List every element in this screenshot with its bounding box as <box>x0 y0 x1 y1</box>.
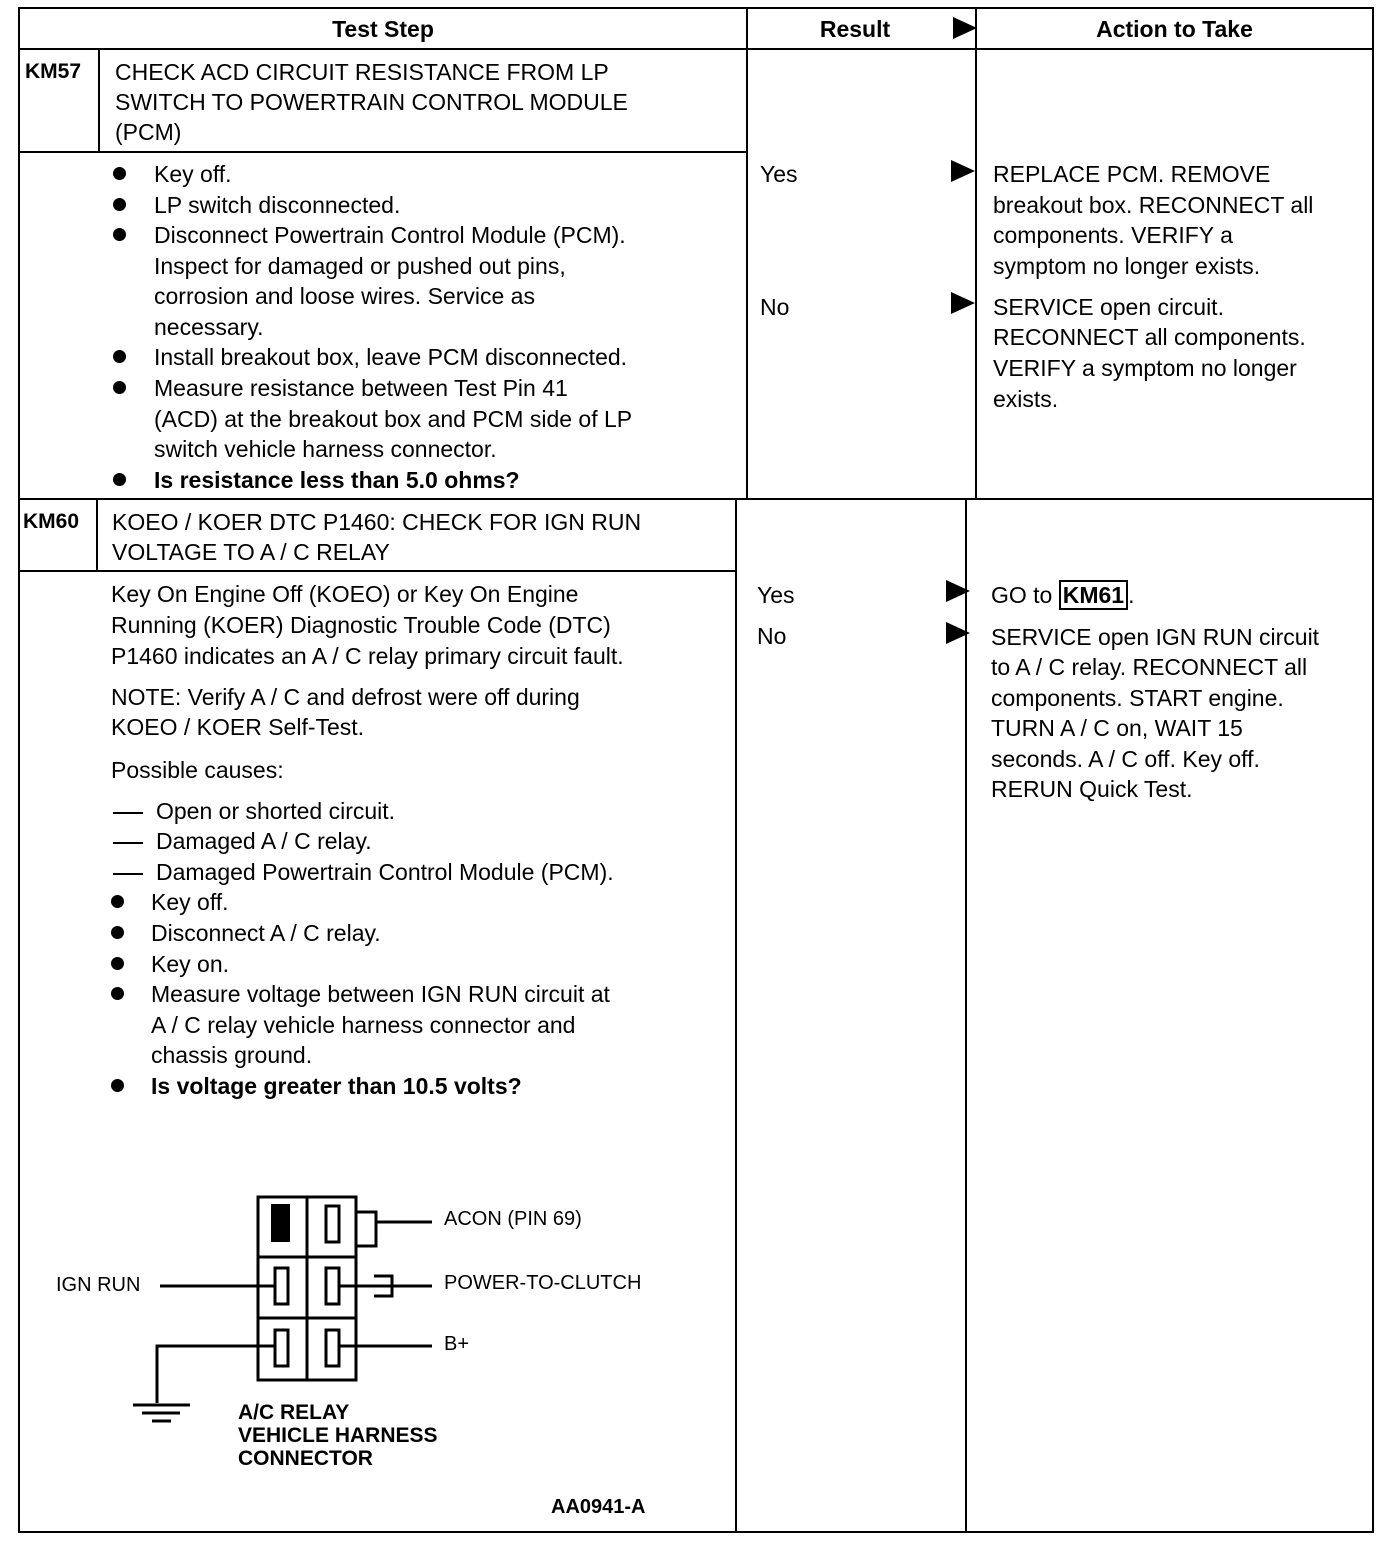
result-arrow-icon <box>946 622 970 644</box>
bullet-icon <box>111 987 124 1000</box>
km57-result-no: No <box>760 294 790 320</box>
km57-action-no-line: RECONNECT all components. <box>993 324 1306 350</box>
pin-slot <box>326 1330 339 1366</box>
km60-body-line: Key on. <box>151 951 229 977</box>
diagram-caption-line: VEHICLE HARNESS <box>238 1424 438 1447</box>
bullet-icon <box>113 228 126 241</box>
km60-action-no-line: TURN A / C on, WAIT 15 <box>991 715 1243 741</box>
km60-causes-heading: Possible causes: <box>111 757 284 783</box>
result-arrow-icon <box>951 292 975 314</box>
label-ign-run: IGN RUN <box>56 1274 141 1296</box>
pin-slot <box>326 1206 339 1242</box>
header-result: Result <box>819 16 891 42</box>
bullet-icon <box>113 198 126 211</box>
col-divider-result-bottom <box>735 498 737 1533</box>
km57-body-line: Measure resistance between Test Pin 41 <box>154 375 568 401</box>
km60-body-line: Key off. <box>151 889 229 915</box>
table-border-right <box>1372 7 1374 1533</box>
km60-title-line: VOLTAGE TO A / C RELAY <box>112 539 390 565</box>
km60-action-no-line: components. START engine. <box>991 685 1284 711</box>
km57-id-divider <box>98 48 100 152</box>
km60-intro-line: Key On Engine Off (KOEO) or Key On Engine <box>111 581 579 607</box>
km60-title-line: KOEO / KOER DTC P1460: CHECK FOR IGN RUN <box>112 509 642 535</box>
dash-icon <box>113 842 143 844</box>
km57-body-line: (ACD) at the breakout box and PCM side of LP <box>154 406 633 432</box>
km57-title-line: CHECK ACD CIRCUIT RESISTANCE FROM LP <box>115 59 609 85</box>
bullet-icon <box>111 926 124 939</box>
km57-body-line: corrosion and loose wires. Service as <box>154 283 535 309</box>
km60-result-yes: Yes <box>757 582 795 608</box>
km57-action-yes-line: components. VERIFY a <box>993 222 1233 248</box>
result-arrow-icon <box>951 160 975 182</box>
diagram-caption-line: A/C RELAY <box>238 1401 350 1424</box>
km57-body-line: Disconnect Powertrain Control Module (PCM). <box>154 222 626 248</box>
km60-cause: Damaged A / C relay. <box>156 828 372 854</box>
filled-pin-cavity <box>271 1204 290 1242</box>
figure-id: AA0941-A <box>551 1496 646 1518</box>
header-action: Action to Take <box>1096 16 1253 42</box>
bullet-icon <box>111 895 124 908</box>
dash-icon <box>113 873 143 875</box>
km60-action-no-line: SERVICE open IGN RUN circuit <box>991 624 1320 650</box>
header-arrow-icon <box>953 17 977 39</box>
col-divider-action-top <box>975 7 977 500</box>
bullet-icon <box>113 350 126 363</box>
diagram-caption-line: CONNECTOR <box>238 1447 373 1470</box>
km57-action-yes-line: REPLACE PCM. REMOVE <box>993 161 1271 187</box>
km57-body-line: switch vehicle harness connector. <box>154 436 497 462</box>
km61-step-reference[interactable]: KM61 <box>1059 580 1128 610</box>
km60-intro-line: Running (KOER) Diagnostic Trouble Code (DTC) <box>111 612 611 638</box>
table-border-top <box>18 7 1374 9</box>
km60-cause: Damaged Powertrain Control Module (PCM). <box>156 859 614 885</box>
km57-title-line: SWITCH TO POWERTRAIN CONTROL MODULE <box>115 89 628 115</box>
km57-body-line: Inspect for damaged or pushed out pins, <box>154 253 566 279</box>
step-id-km60: KM60 <box>23 510 80 533</box>
km60-title-underline <box>18 570 737 572</box>
km60-question: Is voltage greater than 10.5 volts? <box>151 1073 522 1099</box>
km57-result-yes: Yes <box>760 161 798 187</box>
km57-body-line: necessary. <box>154 314 264 340</box>
bullet-icon <box>113 167 126 180</box>
km57-body-line: Key off. <box>154 161 232 187</box>
km60-note-line: KOEO / KOER Self-Test. <box>111 714 365 740</box>
km60-intro-line: P1460 indicates an A / C relay primary circuit fault. <box>111 643 624 669</box>
label-b-plus: B+ <box>444 1333 470 1355</box>
km60-body-line: Disconnect A / C relay. <box>151 920 381 946</box>
km60-cause: Open or shorted circuit. <box>156 798 396 824</box>
km60-action-yes <box>991 580 1135 611</box>
km57-title-underline <box>18 151 748 153</box>
km60-action-no-line: to A / C relay. RECONNECT all <box>991 654 1308 680</box>
km57-question: Is resistance less than 5.0 ohms? <box>154 467 520 493</box>
km57-action-yes-line: breakout box. RECONNECT all <box>993 192 1314 218</box>
km60-action-no-line: seconds. A / C off. Key off. <box>991 746 1260 772</box>
bullet-icon <box>113 473 126 486</box>
step-id-km57: KM57 <box>25 60 82 83</box>
km57-title-line: (PCM) <box>115 119 182 145</box>
col-divider-result-top <box>746 7 748 500</box>
km60-id-divider <box>96 498 98 571</box>
km60-body-line: chassis ground. <box>151 1042 313 1068</box>
km60-action-no-line: RERUN Quick Test. <box>991 776 1193 802</box>
pin-slot <box>326 1268 339 1304</box>
label-acon: ACON (PIN 69) <box>444 1208 582 1230</box>
result-arrow-icon <box>946 580 970 602</box>
km60-note-line: NOTE: Verify A / C and defrost were off during <box>111 684 580 710</box>
km60-body-line: A / C relay vehicle harness connector and <box>151 1012 576 1038</box>
km60-body-line: Measure voltage between IGN RUN circuit at <box>151 981 610 1007</box>
pin-slot <box>275 1268 288 1304</box>
header-divider <box>18 48 1374 50</box>
row-divider <box>18 498 1374 500</box>
header-test-step: Test Step <box>332 16 434 42</box>
km57-body-line: LP switch disconnected. <box>154 192 401 218</box>
km57-action-yes-line: symptom no longer exists. <box>993 253 1261 279</box>
km60-action-yes-prefix: GO to <box>991 582 1059 608</box>
km60-action-yes-suffix: . <box>1128 582 1135 608</box>
km57-action-no-line: SERVICE open circuit. <box>993 294 1224 320</box>
col-divider-action-bottom <box>965 498 967 1533</box>
bullet-icon <box>111 1079 124 1092</box>
pin-slot <box>275 1330 288 1366</box>
table-border-bottom <box>18 1531 1374 1533</box>
label-power-to-clutch: POWER-TO-CLUTCH <box>444 1272 642 1294</box>
km57-body-line: Install breakout box, leave PCM disconnected. <box>154 344 628 370</box>
km60-result-no: No <box>757 623 787 649</box>
dash-icon <box>113 812 143 814</box>
km57-action-no-line: VERIFY a symptom no longer <box>993 355 1297 381</box>
bullet-icon <box>113 381 126 394</box>
km57-action-no-line: exists. <box>993 386 1059 412</box>
bullet-icon <box>111 957 124 970</box>
